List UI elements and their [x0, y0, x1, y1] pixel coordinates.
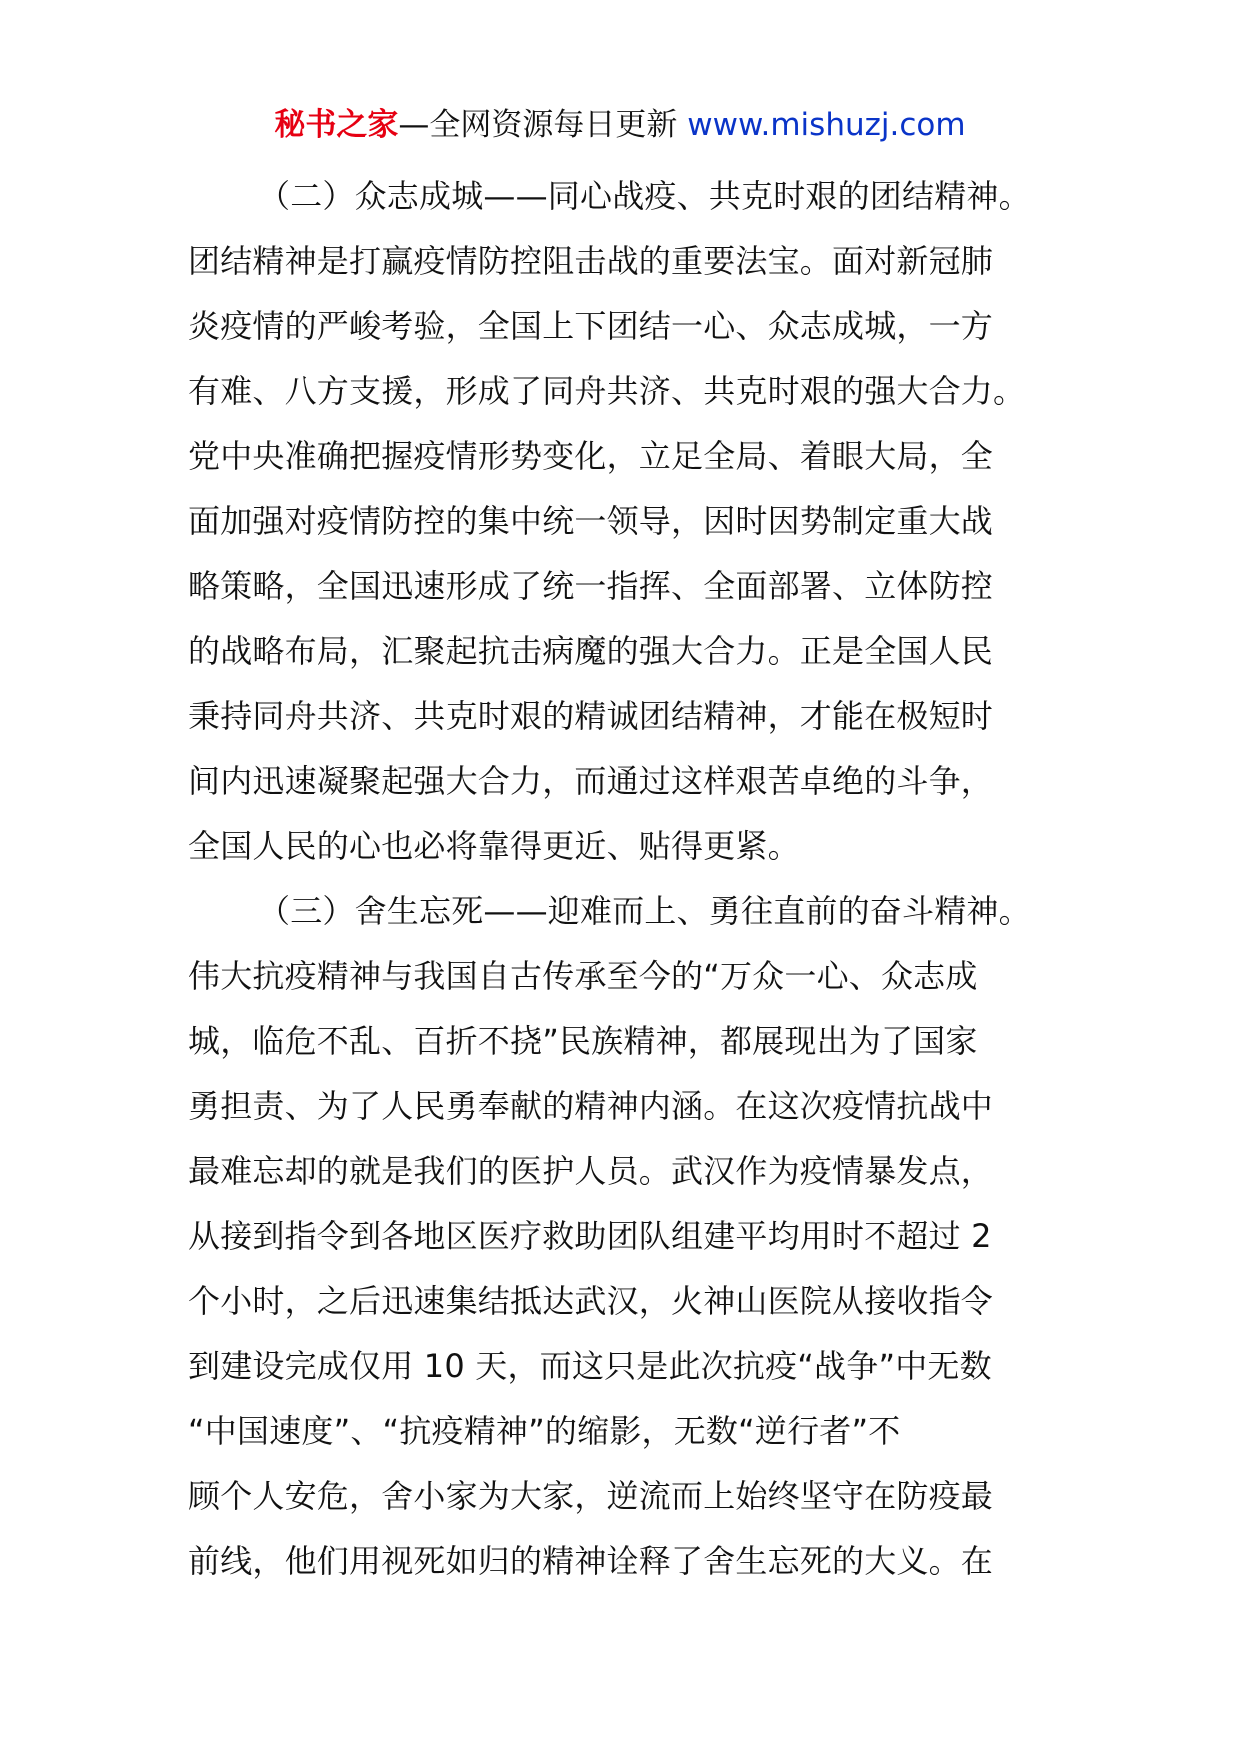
text-line: 面加强对疫情防控的集中统一领导，因时因势制定重大战	[188, 502, 994, 540]
document-body	[188, 164, 1068, 1594]
text-line: 伟大抗疫精神与我国自古传承至今的“万众一心、众志成	[188, 957, 978, 995]
header-brand: 秘书之家	[274, 107, 399, 143]
text-line: 有难、八方支援，形成了同舟共济、共克时艰的强大合力。	[188, 372, 1026, 410]
text-line: 从接到指令到各地区医疗救助团队组建平均用时不超过 2	[188, 1217, 992, 1255]
text-line: 顾个人安危，舍小家为大家，逆流而上始终坚守在防疫最	[188, 1477, 994, 1515]
text-line: 到建设完成仅用 10 天，而这只是此次抗疫“战争”中无数	[188, 1347, 992, 1385]
text-line: 秉持同舟共济、共克时艰的精诚团结精神，才能在极短时	[188, 697, 994, 735]
section-heading-three: （三）舍生忘死——迎难而上、勇往直前的奋斗精神。	[258, 892, 1031, 930]
text-line: “中国速度”、“抗疫精神”的缩影，无数“逆行者”不	[188, 1412, 901, 1450]
text-line: 团结精神是打赢疫情防控阻击战的重要法宝。面对新冠肺	[188, 242, 994, 280]
text-line: 全国人民的心也必将靠得更近、贴得更紧。	[188, 827, 800, 865]
text-line: 间内迅速凝聚起强大合力，而通过这样艰苦卓绝的斗争，	[188, 762, 994, 800]
text-line: 勇担责、为了人民勇奉献的精神内涵。在这次疫情抗战中	[188, 1087, 994, 1125]
text-line: 略策略，全国迅速形成了统一指挥、全面部署、立体防控	[188, 567, 994, 605]
text-line: 的战略布局，汇聚起抗击病魔的强大合力。正是全国人民	[188, 632, 994, 670]
header-url-link[interactable]: www.mishuzj.com	[687, 107, 966, 143]
text-line: 炎疫情的严峻考验，全国上下团结一心、众志成城，一方	[188, 307, 994, 345]
text-line: 最难忘却的就是我们的医护人员。武汉作为疫情暴发点，	[188, 1152, 994, 1190]
page-header	[0, 102, 1240, 148]
text-line: 个小时，之后迅速集结抵达武汉，火神山医院从接收指令	[188, 1282, 994, 1320]
text-line: 城，临危不乱、百折不挠”民族精神，都展现出为了国家	[188, 1022, 978, 1060]
text-line: 党中央准确把握疫情形势变化，立足全局、着眼大局，全	[188, 437, 994, 475]
section-heading-two: （二）众志成城——同心战疫、共克时艰的团结精神。	[258, 177, 1031, 215]
header-slogan: —全网资源每日更新	[398, 107, 678, 143]
text-line: 前线，他们用视死如归的精神诠释了舍生忘死的大义。在	[188, 1542, 994, 1580]
